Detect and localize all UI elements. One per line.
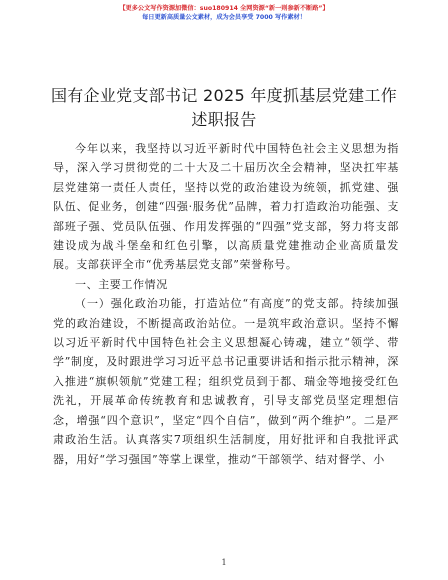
section-heading: 一、主要工作情况 bbox=[75, 277, 168, 291]
header-banner bbox=[0, 4, 448, 22]
subsection-paragraph: （一）强化政治功能，打造站位“有高度”的党支部。持续加强党的政治建设，不断提高政治站位。一是筑牢政治意识。坚持不懈以习近平新时代中国特色社会主义思想凝心铸魂，建立“领学、带学”制度，及时跟进学习习近平总书记重要讲话和指示批示精神，深入推进“旗帜领航”党建工程；组织党员到于都、瑞金等地接受红色洗礼，开展革命传统教育和忠诚教育，引导支部党员坚定理想信念，增强“四个意识”，坚定“四个自信”，做到“两个维护”。二是严肃政治生活。认真落实7项组织生活制度，用好批评和自我批评武器，用好“学习强国”等掌上课堂，推动“干部领学、结对督学、小 bbox=[53, 297, 399, 466]
intro-paragraph: 今年以来，我坚持以习近平新时代中国特色社会主义思想为指导，深入学习贯彻党的二十大及二十届历次全会精神，坚决扛牢基层党建第一责任人责任，坚持以党的政治建设为统领，抓党建、强队伍、促业务，创建“四强·服务优”品牌，着力打造政治功能强、支部班子强、党员队伍强、作用发挥强的“四强”党支部，努力将支部建设成为战斗堡垒和红色引擎，以高质量党建推动企业高质量发展。支部获评全市“优秀基层党支部”荣誉称号。 bbox=[53, 142, 399, 272]
title-line-2: 述职报告 bbox=[191, 110, 257, 129]
title-line-1: 国有企业党支部书记 2025 年度抓基层党建工作 bbox=[50, 86, 398, 105]
document-body bbox=[53, 139, 399, 469]
document-title bbox=[40, 84, 408, 132]
page-number: 1 bbox=[221, 558, 227, 567]
banner-line-1: 【更多公文写作资源加微信：suo180914 全网资源“新一则参新不断路”】 bbox=[119, 5, 329, 12]
banner-line-2: 每日更新高质量公文素材，成为会员享受 7000 写作素材！ bbox=[142, 14, 306, 21]
